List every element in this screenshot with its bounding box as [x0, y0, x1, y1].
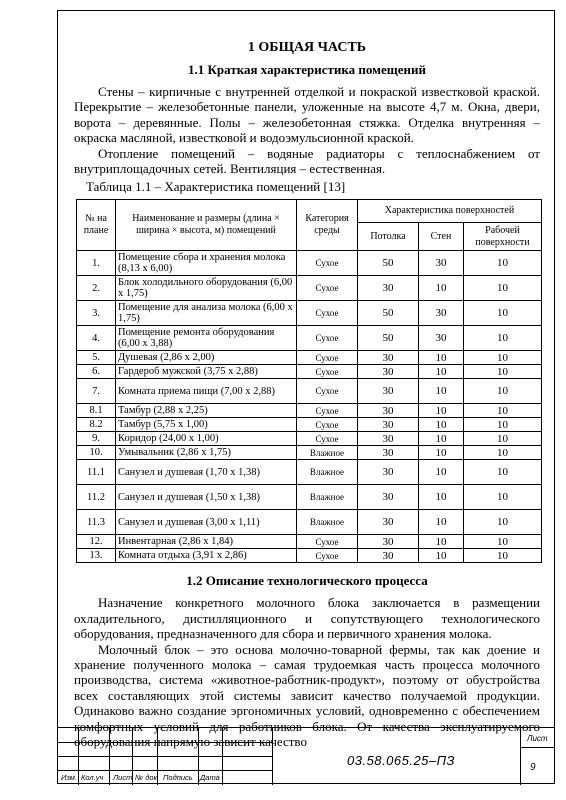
- table-row: [77, 418, 542, 432]
- cell-num: 1.: [77, 251, 116, 276]
- table-row: [77, 535, 542, 549]
- cell-num: 11.3: [77, 510, 116, 535]
- stamp-izm: Изм.: [61, 773, 77, 782]
- sheet-number: 9: [530, 762, 536, 773]
- cell-work-surface: 10: [464, 326, 542, 351]
- paragraph: Стены – кирпичные с внутренней отделкой и покраской известковой краской. Перекрытие – железобетонные панели, уложенные на высоте 4,7 м. Окна, двери, ворота – деревянные. Полы – железобетонная стяжка. Отделка внутренняя – окраска масляной, известковой и водоэмульсионной краской.: [74, 84, 540, 146]
- sheet-label: Лист: [527, 734, 548, 743]
- cell-category: Влажное: [297, 485, 358, 510]
- cell-category: Сухое: [297, 251, 358, 276]
- cell-name: Санузел и душевая (3,00 х 1,11): [116, 510, 297, 535]
- cell-work-surface: 10: [464, 485, 542, 510]
- cell-name: Коридор (24,00 х 1,00): [116, 432, 297, 446]
- cell-category: Сухое: [297, 404, 358, 418]
- cell-work-surface: 10: [464, 404, 542, 418]
- cell-work-surface: 10: [464, 365, 542, 379]
- cell-ceiling: 50: [358, 326, 419, 351]
- cell-work-surface: 10: [464, 446, 542, 460]
- cell-ceiling: 30: [358, 432, 419, 446]
- paragraph: Молочный блок – это основа молочно-товарной фермы, так как доение и хранение полученного молока – самая трудоемкая часть процесса молочного производства, система «животное-работник-продукт», поэтому от обустройства всех составляющих этой системы зависит качество получаемой продукции. Одинаково важно создание эргономичных условий, одновременно с обеспечением комфортных условий для работников блока. От качества эксплуатируемого оборудования напрямую зависит качество: [74, 641, 540, 750]
- cell-walls: 30: [419, 326, 464, 351]
- table-row: [77, 485, 542, 510]
- table-row: [77, 446, 542, 460]
- cell-name: Комната приема пищи (7,00 х 2,88): [116, 379, 297, 404]
- cell-num: 10.: [77, 446, 116, 460]
- cell-ceiling: 30: [358, 549, 419, 563]
- cell-ceiling: 50: [358, 251, 419, 276]
- cell-walls: 10: [419, 432, 464, 446]
- header-category: Категория среды: [297, 200, 358, 251]
- table-row: [77, 365, 542, 379]
- subsection-title: 1.2 Описание технологического процесса: [186, 573, 428, 589]
- paragraph: Назначение конкретного молочного блока заключается в размещении охладительного, дистилляционного и сопутствующего технологического оборудования, предназначенного для сбора и первичного хранения молока.: [74, 595, 540, 642]
- cell-ceiling: 30: [358, 418, 419, 432]
- table-row: [77, 379, 542, 404]
- cell-ceiling: 30: [358, 485, 419, 510]
- cell-num: 3.: [77, 301, 116, 326]
- cell-num: 5.: [77, 351, 116, 365]
- paragraph: Отопление помещений – водяные радиаторы с теплоснабжением от внутриплощадочных сетей. Вентиляция – естественная.: [74, 145, 540, 177]
- cell-walls: 10: [419, 404, 464, 418]
- cell-name: Тамбур (5,75 х 1,00): [116, 418, 297, 432]
- cell-num: 6.: [77, 365, 116, 379]
- cell-walls: 10: [419, 276, 464, 301]
- cell-num: 8.1: [77, 404, 116, 418]
- cell-work-surface: 10: [464, 301, 542, 326]
- cell-work-surface: 10: [464, 460, 542, 485]
- cell-walls: 10: [419, 460, 464, 485]
- cell-num: 12.: [77, 535, 116, 549]
- cell-ceiling: 50: [358, 301, 419, 326]
- cell-num: 4.: [77, 326, 116, 351]
- cell-work-surface: 10: [464, 379, 542, 404]
- table-row: [77, 276, 542, 301]
- cell-walls: 10: [419, 510, 464, 535]
- document-number: 03.58.065.25–ПЗ: [347, 753, 456, 768]
- cell-walls: 10: [419, 351, 464, 365]
- header-name: Наименование и размеры (длина × ширина × высота, м) помещений: [116, 200, 297, 251]
- document-body: [74, 12, 540, 750]
- cell-walls: 30: [419, 251, 464, 276]
- cell-name: Гардероб мужской (3,75 х 2,88): [116, 365, 297, 379]
- cell-ceiling: 30: [358, 535, 419, 549]
- stamp-data: Дата: [200, 773, 220, 782]
- cell-work-surface: 10: [464, 251, 542, 276]
- cell-walls: 10: [419, 446, 464, 460]
- header-surfaces: Характеристика поверхностей: [358, 200, 542, 223]
- cell-category: Влажное: [297, 460, 358, 485]
- cell-name: Душевая (2,86 х 2,00): [116, 351, 297, 365]
- stamp-podpis: Подпись: [163, 773, 193, 782]
- cell-num: 11.1: [77, 460, 116, 485]
- cell-category: Сухое: [297, 276, 358, 301]
- cell-walls: 10: [419, 379, 464, 404]
- cell-walls: 10: [419, 485, 464, 510]
- stamp-kol: Кол.уч: [81, 773, 104, 782]
- header-ceiling: Потолка: [358, 223, 419, 251]
- cell-work-surface: 10: [464, 351, 542, 365]
- cell-name: Комната отдыха (3,91 х 2,86): [116, 549, 297, 563]
- cell-work-surface: 10: [464, 418, 542, 432]
- cell-category: Сухое: [297, 301, 358, 326]
- table-row: [77, 301, 542, 326]
- cell-work-surface: 10: [464, 535, 542, 549]
- cell-name: Помещение ремонта оборудования (6,00 х 3,88): [116, 326, 297, 351]
- cell-walls: 30: [419, 301, 464, 326]
- cell-category: Влажное: [297, 446, 358, 460]
- cell-ceiling: 30: [358, 510, 419, 535]
- cell-walls: 10: [419, 418, 464, 432]
- table-row: [77, 251, 542, 276]
- subsection-title: 1.1 Краткая характеристика помещений: [188, 62, 426, 77]
- cell-name: Тамбур (2,88 х 2,25): [116, 404, 297, 418]
- cell-num: 11.2: [77, 485, 116, 510]
- cell-category: Сухое: [297, 379, 358, 404]
- stamp-ndok: № док: [135, 773, 158, 782]
- cell-name: Помещение для анализа молока (6,00 х 1,75): [116, 301, 297, 326]
- cell-work-surface: 10: [464, 276, 542, 301]
- cell-num: 8.2: [77, 418, 116, 432]
- header-num: № на плане: [77, 200, 116, 251]
- cell-name: Помещение сбора и хранения молока (8,13 х 6,00): [116, 251, 297, 276]
- rooms-table: [76, 199, 542, 563]
- cell-ceiling: 30: [358, 404, 419, 418]
- cell-name: Блок холодильного оборудования (6,00 х 1,75): [116, 276, 297, 301]
- cell-name: Санузел и душевая (1,70 х 1,38): [116, 460, 297, 485]
- section-title: 1 ОБЩАЯ ЧАСТЬ: [247, 40, 367, 55]
- cell-num: 2.: [77, 276, 116, 301]
- cell-category: Сухое: [297, 432, 358, 446]
- cell-category: Влажное: [297, 510, 358, 535]
- cell-num: 9.: [77, 432, 116, 446]
- cell-ceiling: 30: [358, 460, 419, 485]
- cell-work-surface: 10: [464, 432, 542, 446]
- cell-work-surface: 10: [464, 510, 542, 535]
- header-walls: Стен: [419, 223, 464, 251]
- cell-ceiling: 30: [358, 351, 419, 365]
- table-row: [77, 549, 542, 563]
- cell-category: Сухое: [297, 351, 358, 365]
- cell-ceiling: 30: [358, 446, 419, 460]
- table-row: [77, 510, 542, 535]
- table-body: [77, 251, 542, 563]
- table-row: [77, 404, 542, 418]
- table-row: [77, 460, 542, 485]
- cell-ceiling: 30: [358, 276, 419, 301]
- cell-ceiling: 30: [358, 379, 419, 404]
- table-row: [77, 351, 542, 365]
- cell-name: Инвентарная (2,86 х 1,84): [116, 535, 297, 549]
- cell-category: Сухое: [297, 418, 358, 432]
- cell-walls: 10: [419, 535, 464, 549]
- cell-num: 7.: [77, 379, 116, 404]
- cell-work-surface: 10: [464, 549, 542, 563]
- cell-category: Сухое: [297, 535, 358, 549]
- cell-num: 13.: [77, 549, 116, 563]
- table-caption: Таблица 1.1 – Характеристика помещений [13]: [86, 179, 346, 195]
- title-block: [57, 727, 555, 785]
- cell-ceiling: 30: [358, 365, 419, 379]
- cell-walls: 10: [419, 549, 464, 563]
- cell-name: Санузел и душевая (1,50 х 1,38): [116, 485, 297, 510]
- cell-walls: 10: [419, 365, 464, 379]
- table-row: [77, 326, 542, 351]
- cell-category: Сухое: [297, 365, 358, 379]
- stamp-list: Лист: [113, 773, 133, 782]
- cell-category: Сухое: [297, 549, 358, 563]
- cell-name: Умывальник (2,86 х 1,75): [116, 446, 297, 460]
- table-row: [77, 432, 542, 446]
- cell-category: Сухое: [297, 326, 358, 351]
- header-work-surface: Рабочей поверхности: [464, 223, 542, 251]
